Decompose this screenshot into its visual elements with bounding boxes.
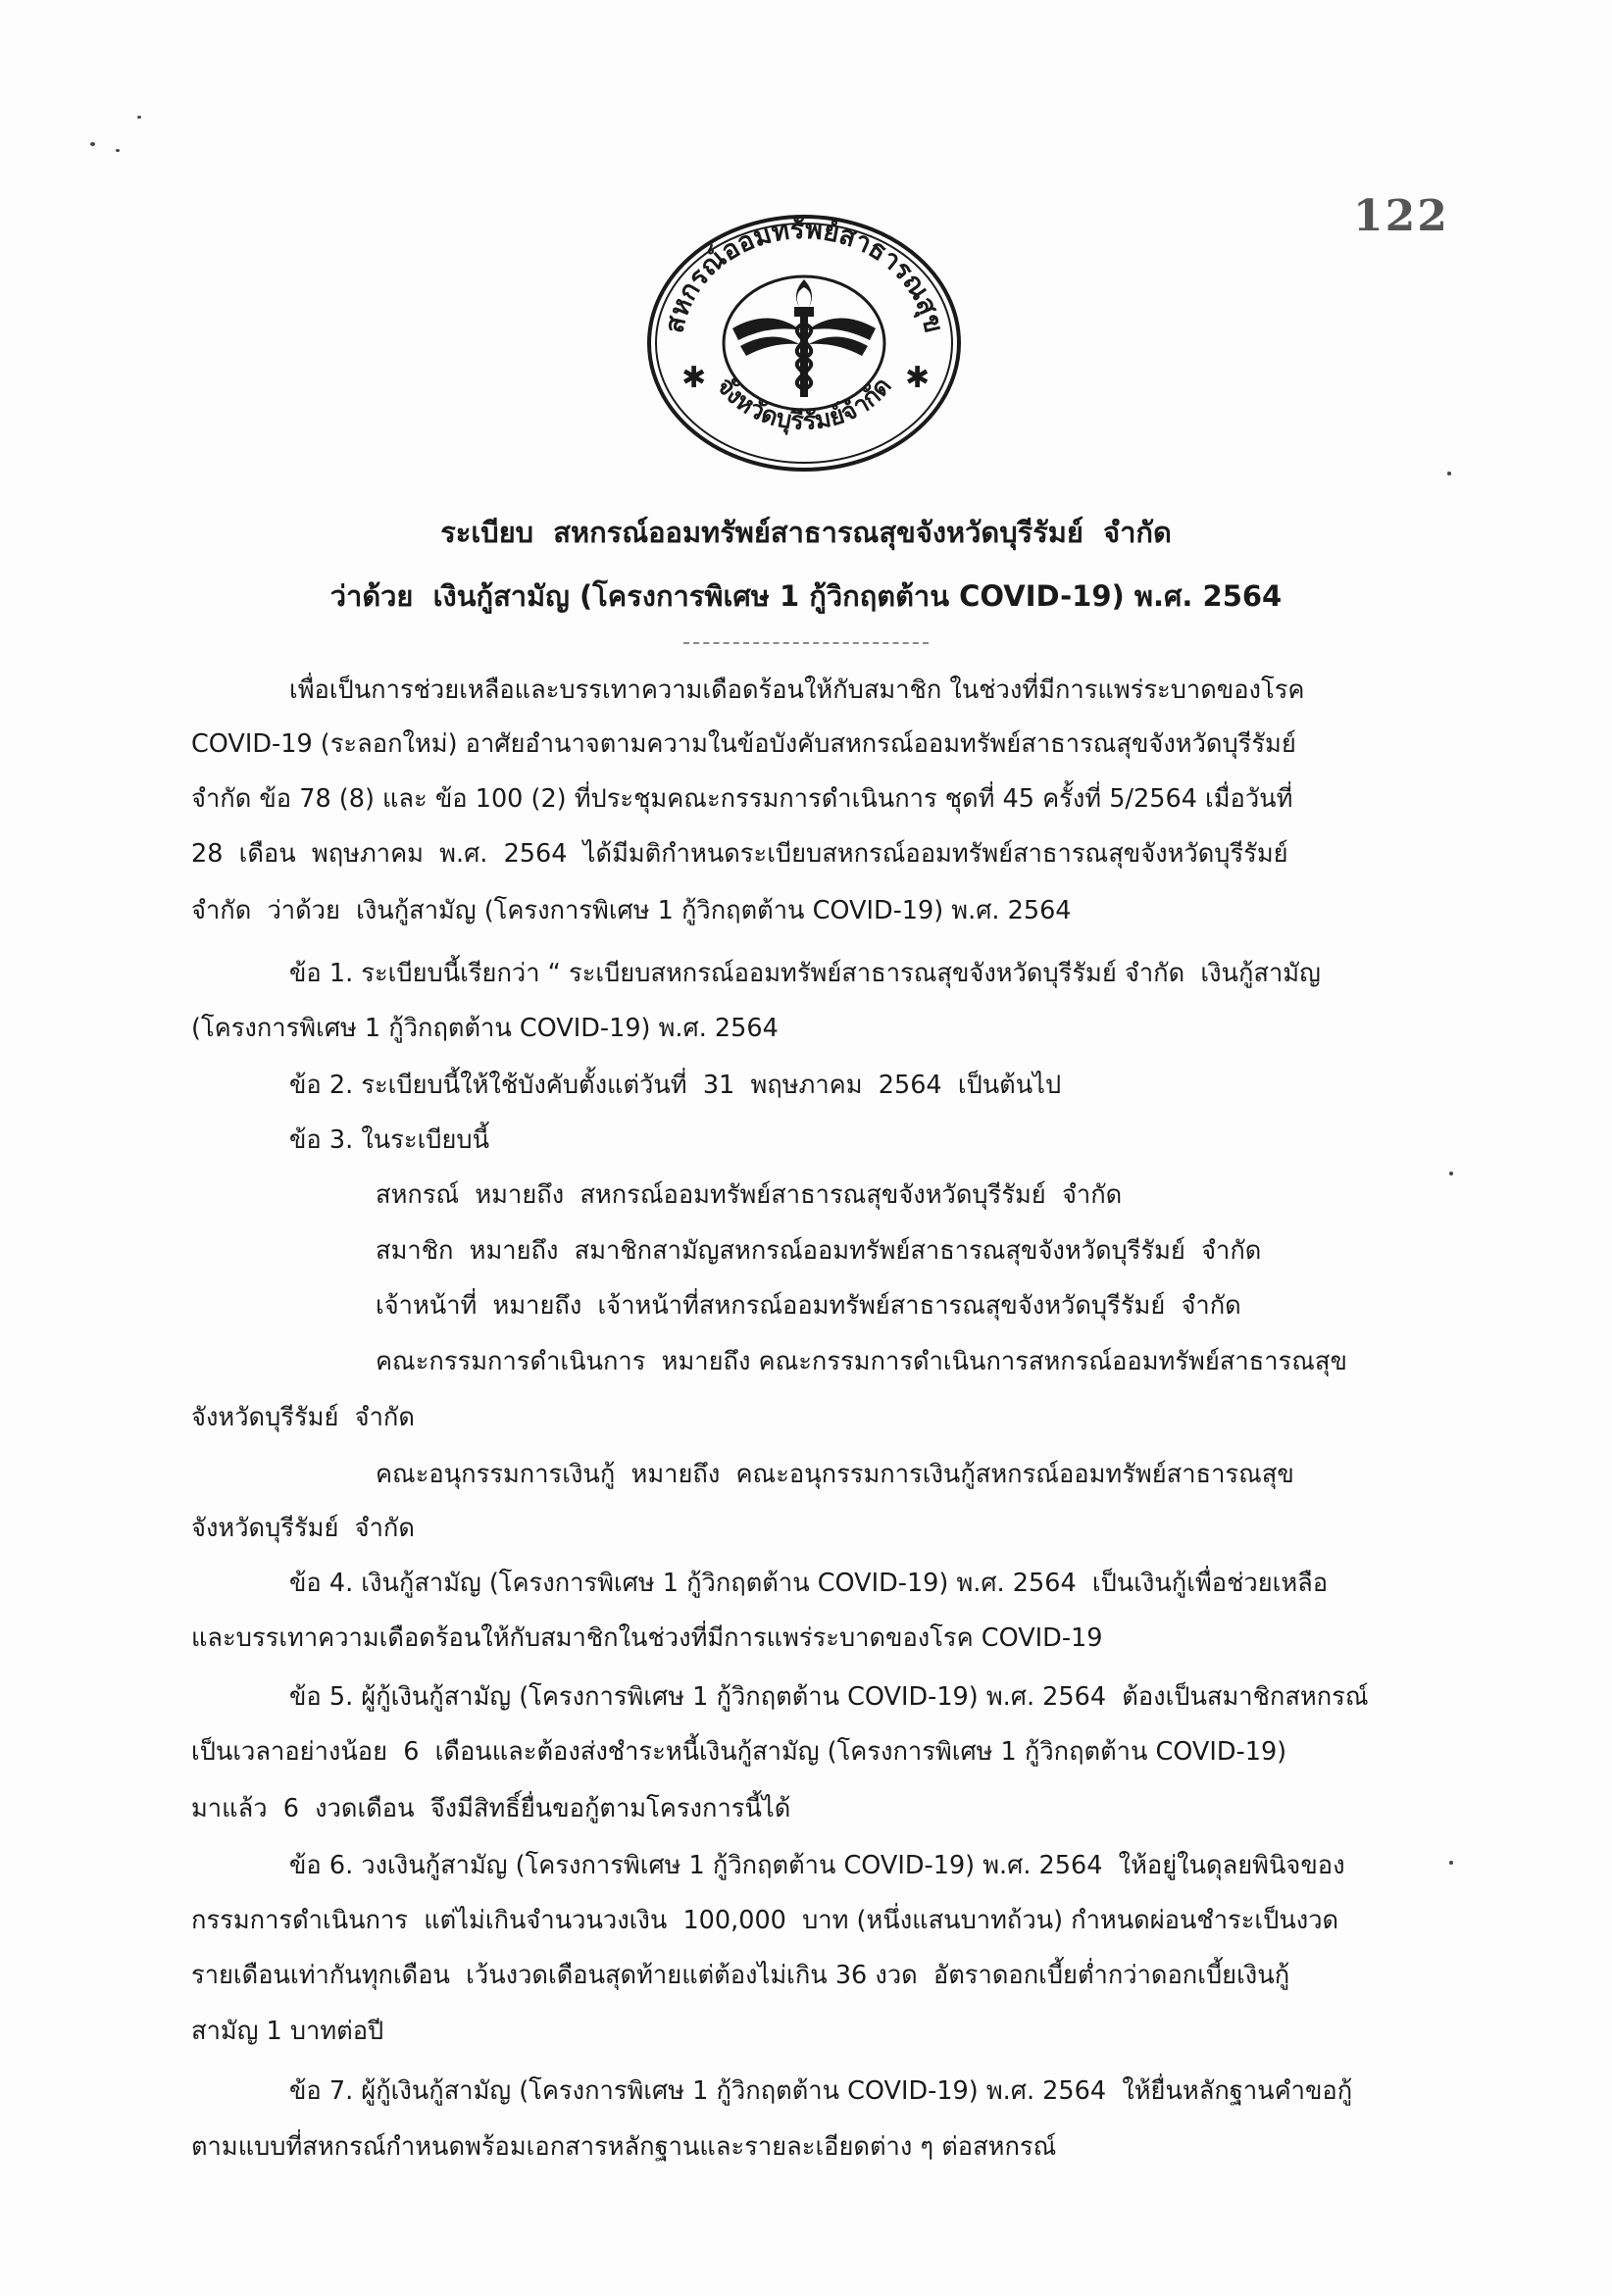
cooperative-seal [642,211,966,475]
title-line-2: ว่าด้วย เงินกู้สามัญ (โครงการพิเศษ 1 กู้วิกฤตต้าน COVID-19) พ.ศ. 2564 [329,579,1283,613]
title-line-1: ระเบียบ สหกรณ์ออมทรัพย์สาธารณสุขจังหวัดบุรีรัมย์ จำกัด [440,516,1172,549]
body-line: เจ้าหน้าที่ หมายถึง เจ้าหน้าที่สหกรณ์ออมทรัพย์สาธารณสุขจังหวัดบุรีรัมย์ จำกัด [376,1291,1241,1321]
body-line: จังหวัดบุรีรัมย์ จำกัด [191,1514,415,1543]
body-line: คณะอนุกรรมการเงินกู้ หมายถึง คณะอนุกรรมการเงินกู้สหกรณ์ออมทรัพย์สาธารณสุข [376,1460,1294,1489]
body-line: ตามแบบที่สหกรณ์กำหนดพร้อมเอกสารหลักฐานและรายละเอียดต่าง ๆ ต่อสหกรณ์ [191,2132,1057,2162]
scan-speck [90,142,95,146]
scan-speck [1449,1861,1453,1865]
body-line: ข้อ 4. เงินกู้สามัญ (โครงการพิเศษ 1 กู้วิกฤตต้าน COVID-19) พ.ศ. 2564 เป็นเงินกู้เพื่อช่วยเหลือ [289,1569,1329,1598]
body-line: เป็นเวลาอย่างน้อย 6 เดือนและต้องส่งชำระหนี้เงินกู้สามัญ (โครงการพิเศษ 1 กู้วิกฤตต้าน COVID-19) [191,1737,1287,1767]
body-line: จำกัด ข้อ 78 (8) และ ข้อ 100 (2) ที่ประชุมคณะกรรมการดำเนินการ ชุดที่ 45 ครั้งที่ 5/2564 เมื่อวันที่ [191,784,1293,814]
body-line: รายเดือนเท่ากันทุกเดือน เว้นงวดเดือนสุดท้ายแต่ต้องไม่เกิน 36 งวด อัตราดอกเบี้ยต่ำกว่าดอกเบี้ยเงินกู้ [191,1961,1290,1990]
body-line: ข้อ 3. ในระเบียบนี้ [289,1125,490,1155]
svg-text:✱: ✱ [681,361,707,395]
body-line: ข้อ 5. ผู้กู้เงินกู้สามัญ (โครงการพิเศษ 1 กู้วิกฤตต้าน COVID-19) พ.ศ. 2564 ต้องเป็นสมาชิกสหกรณ์ [289,1682,1369,1712]
title-divider [683,642,929,644]
body-line: ข้อ 2. ระเบียบนี้ให้ใช้บังคับตั้งแต่วันที่ 31 พฤษภาคม 2564 เป็นต้นไป [289,1071,1062,1100]
body-line: ข้อ 6. วงเงินกู้สามัญ (โครงการพิเศษ 1 กู้วิกฤตต้าน COVID-19) พ.ศ. 2564 ให้อยู่ในดุลยพินิจของ [289,1851,1345,1880]
body-line: มาแล้ว 6 งวดเดือน จึงมีสิทธิ์ยื่นขอกู้ตามโครงการนี้ได้ [191,1794,791,1823]
body-line: ข้อ 7. ผู้กู้เงินกู้สามัญ (โครงการพิเศษ 1 กู้วิกฤตต้าน COVID-19) พ.ศ. 2564 ให้ยื่นหลักฐานคำขอกู้ [289,2076,1353,2106]
body-line: และบรรเทาความเดือดร้อนให้กับสมาชิกในช่วงที่มีการแพร่ระบาดของโรค COVID-19 [191,1623,1103,1653]
seal-bottom-text: จังหวัดบุรีรัมย์จำกัด [711,372,897,435]
body-line: (โครงการพิเศษ 1 กู้วิกฤตต้าน COVID-19) พ.ศ. 2564 [191,1014,779,1043]
scan-speck [1449,1172,1453,1175]
seal-top-text: สหกรณ์ออมทรัพย์สาธารณสุข [659,214,949,336]
scan-speck [116,149,120,152]
body-line: ข้อ 1. ระเบียบนี้เรียกว่า “ ระเบียบสหกรณ์ออมทรัพย์สาธารณสุขจังหวัดบุรีรัมย์ จำกัด เงินกู้สามัญ [289,959,1321,988]
body-line: สมาชิก หมายถึง สมาชิกสามัญสหกรณ์ออมทรัพย์สาธารณสุขจังหวัดบุรีรัมย์ จำกัด [376,1236,1262,1266]
body-line: คณะกรรมการดำเนินการ หมายถึง คณะกรรมการดำเนินการสหกรณ์ออมทรัพย์สาธารณสุข [376,1347,1347,1376]
body-line: กรรมการดำเนินการ แต่ไม่เกินจำนวนวงเงิน 100,000 บาท (หนึ่งแสนบาทถ้วน) กำหนดผ่อนชำระเป็นงวด [191,1906,1339,1935]
svg-text:✱: ✱ [905,361,931,395]
body-line: สามัญ 1 บาทต่อปี [191,2017,384,2046]
scan-speck [137,116,141,119]
body-line: สหกรณ์ หมายถึง สหกรณ์ออมทรัพย์สาธารณสุขจังหวัดบุรีรัมย์ จำกัด [376,1180,1123,1210]
body-line: จำกัด ว่าด้วย เงินกู้สามัญ (โครงการพิเศษ 1 กู้วิกฤตต้าน COVID-19) พ.ศ. 2564 [191,896,1072,925]
page-number: 122 [1353,191,1449,241]
scan-speck [1447,472,1451,475]
body-line: เพื่อเป็นการช่วยเหลือและบรรเทาความเดือดร้อนให้กับสมาชิก ในช่วงที่มีการแพร่ระบาดของโรค [289,675,1305,705]
body-line: 28 เดือน พฤษภาคม พ.ศ. 2564 ได้มีมติกำหนดระเบียบสหกรณ์ออมทรัพย์สาธารณสุขจังหวัดบุรีรัมย์ [191,839,1288,869]
body-line: COVID-19 (ระลอกใหม่) อาศัยอำนาจตามความในข้อบังคับสหกรณ์ออมทรัพย์สาธารณสุขจังหวัดบุรีรัมย์ [191,729,1296,759]
body-line: จังหวัดบุรีรัมย์ จำกัด [191,1403,415,1432]
